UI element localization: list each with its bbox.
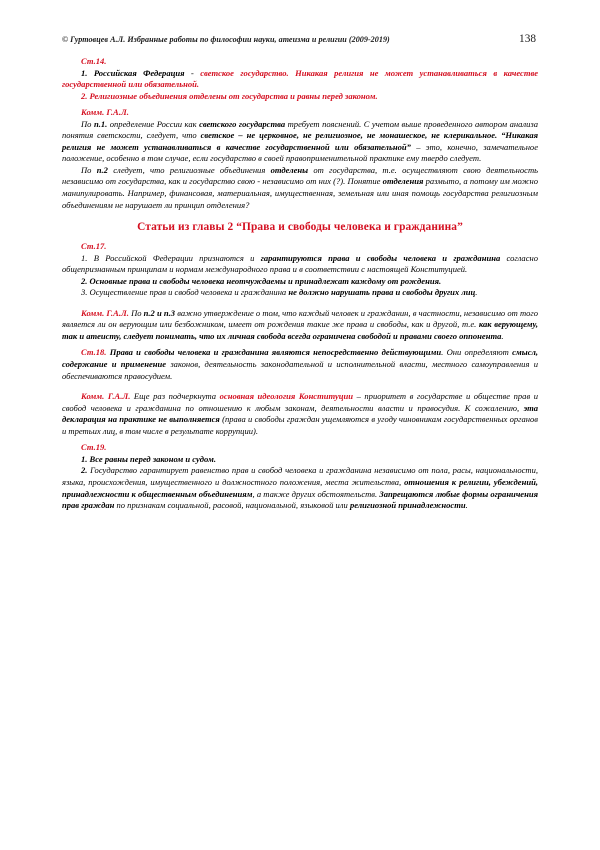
a18-d: смысл, содержание и применение xyxy=(62,347,539,370)
running-title: © Гуртовцев А.Л. Избранные работы по философии науки, атеизма и религии (2009-2019) xyxy=(62,35,390,44)
c14-p1-b: п.1. xyxy=(93,118,108,129)
article-14-item-1 xyxy=(62,68,538,91)
comment-17-paragraph xyxy=(62,308,538,343)
chapter-heading: Статьи из главы 2 “Права и свободы человека и гражданина” xyxy=(137,221,463,234)
c17-e: . xyxy=(501,330,504,341)
comment-14-paragraph-2 xyxy=(62,165,538,211)
c14-p1-f: светское – не церковное, не религиозное, не монашеское, не клерикальное. “Никакая религия не может устанавливаться в качестве государственной или обязательной” xyxy=(62,130,538,152)
article-17-item-2 xyxy=(62,276,538,288)
spacer xyxy=(62,299,538,308)
a19-i1: 1. Все равны перед законом и судом. xyxy=(81,453,216,464)
c14-p1-a: По xyxy=(81,118,94,129)
a17-i3-b: не должно нарушать права и свободы других лиц xyxy=(288,287,476,298)
comment-18-paragraph xyxy=(62,391,538,437)
a19-i2-c: отношения к религии, убеждений, принадлежности к общественным объединениям xyxy=(62,476,538,499)
a19-i2-b: Государство гарантирует равенство прав и свобод человека и гражданина независимо от пола, расы, национальности, языка, происхождения, имущественного и должностного положения, места жительства, xyxy=(62,465,539,487)
article-19-item-2 xyxy=(62,465,538,511)
a17-i2: 2. Основные права и свободы человека неотчуждаемы и принадлежат каждому от рождения. xyxy=(81,275,442,286)
a18-c: . Они определяют xyxy=(441,347,513,358)
c14-p2-d: отделены xyxy=(270,164,309,175)
c17-d: как верующему, так и атеисту, следует понимать, что их личная свобода всегда ограничена свободой и правами своего оппонента xyxy=(62,319,539,341)
a19-i2-e: Запрещаются любые формы ограничения прав граждан xyxy=(62,488,538,511)
c14-p2-b: п.2 xyxy=(96,164,108,175)
a18-e: законов, деятельность законодательной и исполнительной власти, местного самоуправления и обеспечиваются правосудием. xyxy=(62,359,538,381)
a19-i2-g: религиозной принадлежности xyxy=(349,500,466,511)
c14-p1-c: определение России как xyxy=(107,118,200,129)
a17-i3-c: . xyxy=(475,287,478,298)
article-14-item-1-lead: 1. Российская Федерация - xyxy=(81,67,201,78)
c17-b: п.2 и п.3 xyxy=(143,307,176,318)
comment-14-paragraph-1 xyxy=(62,119,538,165)
article-label-18: Ст.18. xyxy=(81,347,107,358)
a17-i1-b: гарантируются права и свободы человека и гражданина xyxy=(260,252,501,263)
a18-b: Права и свободы человека и гражданина являются непосредственно действующими xyxy=(109,347,442,358)
c18-b: основная идеология Конституции xyxy=(219,391,353,402)
article-label-19: Ст.19. xyxy=(81,442,107,453)
comment-label-17: Комм. Г.А.Л. xyxy=(81,307,129,318)
c14-p2-g: размыто, а потому им можно манипулировать. Например, финансовая, материальная, имущественная, земельная или иная помощь государства религиозным объединениям не нарушает ли принцип отделения? xyxy=(62,176,538,210)
article-18-paragraph xyxy=(62,347,538,382)
a19-i2-d: , а также других обстоятельств. xyxy=(252,488,380,499)
c14-p2-c: следует, что религиозные объединения xyxy=(107,164,271,175)
c14-p1-d: светского государства xyxy=(199,118,286,129)
page-running-head xyxy=(62,33,538,45)
c14-p2-e: от государства, т.е. осуществляют свою деятельность независимо от государства, как и государство свою - независимо от них (?). Понятие xyxy=(62,164,539,187)
a17-i1-c: согласно общепризнанным принципам и нормам международного права и в соответствии с настоящей Конституцией. xyxy=(62,252,539,275)
article-14-item-2-text: 2. Религиозные объединения отделены от государства и равны перед законом. xyxy=(81,90,378,101)
c17-a: По xyxy=(128,307,144,318)
c18-c: – приоритет в государстве и обществе прав и свобод человека и гражданина по отношению к любым законам, деятельности власти и правосудия. К сожалению, xyxy=(62,391,538,413)
c14-p1-g: – это, конечно, замечательное положение, особенно в том случае, если государство в своей правоприменительной практике ему твердо следует. xyxy=(62,141,538,164)
article-label-17: Ст.17. xyxy=(81,241,107,252)
c14-p2-a: По xyxy=(81,164,97,175)
c18-e: (права и свободы граждан ущемляются в угоду чиновникам государственных органов и третьих лиц, в том числе в результате коррупции). xyxy=(62,414,538,436)
a19-i2-a: 2. xyxy=(81,465,91,476)
a19-i2-h: . xyxy=(465,500,468,511)
article-14-item-1-red: светское государство. Никакая религия не может устанавливаться в качестве государственной или обязательной. xyxy=(62,67,538,90)
page-number: 138 xyxy=(519,33,536,45)
c18-a: Еще раз подчеркнута xyxy=(130,391,220,402)
comment-label-18: Комм. Г.А.Л. xyxy=(81,391,131,402)
a19-i2-f: по признакам социальной, расовой, национальной, языковой или xyxy=(114,500,350,511)
article-14-item-2 xyxy=(62,91,538,103)
c18-d: эта декларация на практике не выполняется xyxy=(62,402,538,425)
article-17-item-3 xyxy=(62,287,538,299)
c14-p2-f: отделения xyxy=(382,176,424,187)
article-19-item-1 xyxy=(62,454,538,466)
article-label-14: Ст.14. xyxy=(81,56,107,66)
a17-i3-a: 3. Осуществление прав и свобод человека и гражданина xyxy=(81,287,289,298)
c17-c: важно утверждение о том, что каждый человек и гражданин, в частности, независимо от того является ли он верующим или безбожником, имеет от рождения такие же права и свободы, как и другой, т.е. xyxy=(62,307,539,330)
a17-i1-a: 1. В Российской Федерации признаются и xyxy=(81,252,261,263)
c14-p1-e: требует пояснений. С учетом выше проведенного автором анализа понятия светскости, следует, что xyxy=(62,118,538,141)
article-17-item-1 xyxy=(62,253,538,276)
comment-label-14: Комм. Г.А.Л. xyxy=(81,107,129,118)
spacer xyxy=(62,382,538,391)
